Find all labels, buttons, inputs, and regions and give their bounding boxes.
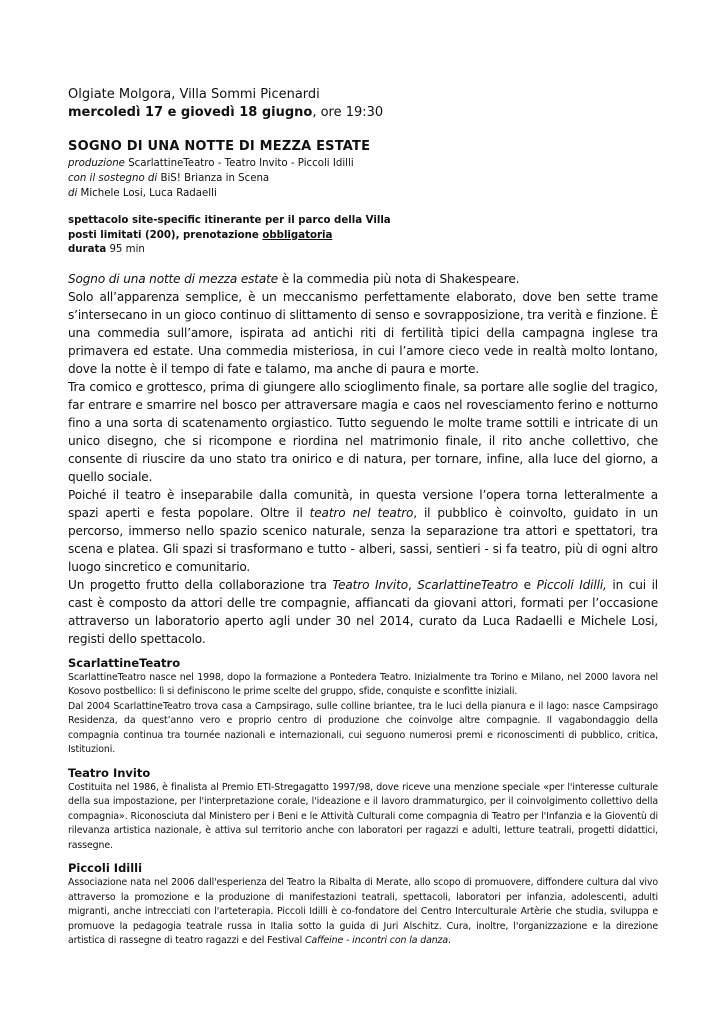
- description-text: , il pubblico è coinvolto, guidato in un percorso, immerso nello spazio scenico naturale, senza la separazione tra attori e spettatori, tra scena e platea. Gli spazi si trasformano e tutto - alberi, sassi, sentieri - si fa teatro, più di ogni altro luogo sincretico e comunitario.: [68, 505, 658, 574]
- company-bio-invito: [68, 781, 658, 854]
- company-mention: Piccoli Idilli,: [536, 577, 607, 592]
- support-value: BiS! Brianza in Scena: [157, 173, 270, 184]
- spec-site-specific: spettacolo site-specific itinerante per il parco della Villa: [68, 215, 391, 226]
- event-location: Olgiate Molgora, Villa Sommi Picenardi: [68, 87, 320, 102]
- description-text: e: [518, 577, 537, 592]
- duration-label: durata: [68, 244, 107, 255]
- support-line: [68, 171, 658, 186]
- description-text: in cui il cast è composto da attori delle tre compagnie, affiancati da giovani attori, formati per l’occasione attraverso un laboratorio aperto agli under 30 nel 2014, curato da Luca Radaelli e Michele Losi, registi dello spettacolo.: [68, 577, 658, 646]
- show-specs: [68, 214, 658, 258]
- document-page: [68, 86, 658, 949]
- spec-booking-required: obbligatoria: [262, 229, 333, 241]
- title-mention: Sogno di una notte di mezza estate: [68, 271, 278, 286]
- description-paragraph: Tra comico e grottesco, prima di giungere allo scioglimento finale, sa portare alle soglie del tragico, far entrare e smarrire nel bosco per attraversare magia e caos nel rovesciamento ferino e notturno fino a una sorta di scatenamento orgiastico. Tutto seguendo le molte trame sottili e intricate di un unico disegno, che si ricompone e riordina nel matrimonio finale, il rito anche collettivo, che consente di riuscire da uno stato tra onirico e di natura, per tornare, infine, alla luce del giorno, a quello sociale.: [68, 379, 658, 484]
- production-label: produzione: [68, 158, 125, 169]
- event-date-days: mercoledì 17 e giovedì 18 giugno: [68, 105, 313, 120]
- company-mention: Teatro Invito: [332, 577, 408, 592]
- author-label: di: [68, 188, 78, 199]
- company-bio-paragraph: Costituita nel 1986, è finalista al Premio ETI-Stregagatto 1997/98, dove riceve una menzione speciale «per l'interesse culturale della sua impostazione, per l'interpretazione corale, l'ideazione e il lavoro drammaturgico, per il coinvolgimento collettivo della compagnia». Riconosciuta dal Ministero per i Beni e le Attività Culturali come compagnia di Teatro per l'Infanzia e la Gioventù di rilevanza artistica nazionale, è attiva sul territorio anche con laboratori per ragazzi e adulti, letture teatrali, progetti didattici, rassegne.: [68, 781, 658, 851]
- description-text: Poiché il teatro è inseparabile dalla comunità, in questa versione l’opera torna letteralmente a spazi aperti e festa popolare. Oltre il: [68, 487, 658, 520]
- support-label: con il sostegno di: [68, 173, 158, 184]
- event-date: [68, 104, 658, 122]
- company-bio-paragraph: ScarlattineTeatro nasce nel 1998, dopo la formazione a Pontedera Teatro. Inizialmente tra Torino e Milano, nel 2000 lavora nel Kosovo postbellico: lì si definiscono le prime scelte del gruppo, sfide, conquiste e sconfitte iniziali.: [68, 671, 658, 697]
- description-paragraph: [68, 270, 658, 288]
- description-text: ,: [407, 577, 418, 592]
- company-heading-scarlattine: ScarlattineTeatro: [68, 655, 181, 670]
- company-bio-scarlattine: [68, 671, 658, 758]
- show-description: [68, 270, 658, 648]
- description-paragraph: [68, 576, 658, 648]
- company-bio-text: Associazione nata nel 2006 dall'esperienza del Teatro la Ribalta di Merate, allo scopo di promuovere, diffondere cultura dal vivo attraverso la promozione e la produzione di manifestazioni teatrali, spettacoli, laboratori per infanzia, adolescenti, adulti migranti, anche intrecciati con l'arteterapia. Piccoli Idilli è co-fondatore del Centro Interculturale Artèrie che studia, sviluppa e promuove la pedagogia teatrale russa in Italia sotto la guida di Juri Alschitz. Cura, inoltre, l'organizzazione e la direzione artistica di rassegne di teatro ragazzi e del Festival: [68, 877, 658, 946]
- company-bio-idilli: [68, 876, 658, 949]
- spec-seats: posti limitati (200), prenotazione: [68, 229, 263, 241]
- description-italic: teatro nel teatro: [309, 505, 414, 520]
- company-heading-invito: Teatro Invito: [68, 765, 151, 780]
- company-heading-idilli: Piccoli Idilli: [68, 861, 143, 875]
- company-mention: ScarlattineTeatro: [417, 577, 519, 592]
- author-line: [68, 186, 658, 201]
- event-date-time: , ore 19:30: [312, 105, 384, 120]
- description-text: Un progetto frutto della collaborazione tra: [68, 577, 333, 592]
- author-value: Michele Losi, Luca Radaelli: [77, 188, 217, 199]
- production-line: [68, 156, 658, 171]
- show-title: SOGNO DI UNA NOTTE DI MEZZA ESTATE: [68, 139, 371, 154]
- production-value: ScarlattineTeatro - Teatro Invito - Piccoli Idilli: [124, 158, 354, 169]
- description-text: è la commedia più nota di Shakespeare.: [278, 271, 520, 286]
- company-bio-paragraph: Dal 2004 ScarlattineTeatro trova casa a Campsirago, sulle colline briantee, tra le luci della pianura e il lago: nasce Campsirago Residenza, da quest’anno vero e proprio centro di produzione che coinvolge altre compagnie. Il vagabondaggio della compagnia continua tra tournée nazionali e internazionali, cui seguono numerosi premi e riconoscimenti di pubblico, critica, Istituzioni.: [68, 700, 658, 755]
- festival-name: Caffeine - incontri con la danza: [304, 935, 449, 946]
- company-bio-text: .: [448, 935, 451, 946]
- duration-value: 95 min: [106, 244, 145, 255]
- company-bio-paragraph: [68, 876, 658, 949]
- description-paragraph: Solo all’apparenza semplice, è un meccanismo perfettamente elaborato, dove ben sette trame s’intersecano in un gioco continuo di slittamento di senso e sovrapposizione, tra verità e finzione. È una commedia sull’amore, ispirata ad antichi riti di fertilità tipici della campagna inglese tra primavera ed estate. Una commedia misteriosa, in cui l’amore cieco vede in realtà molto lontano, dove la notte è il tempo di fate e talamo, ma anche di paura e morte.: [68, 289, 658, 376]
- description-paragraph: [68, 486, 658, 576]
